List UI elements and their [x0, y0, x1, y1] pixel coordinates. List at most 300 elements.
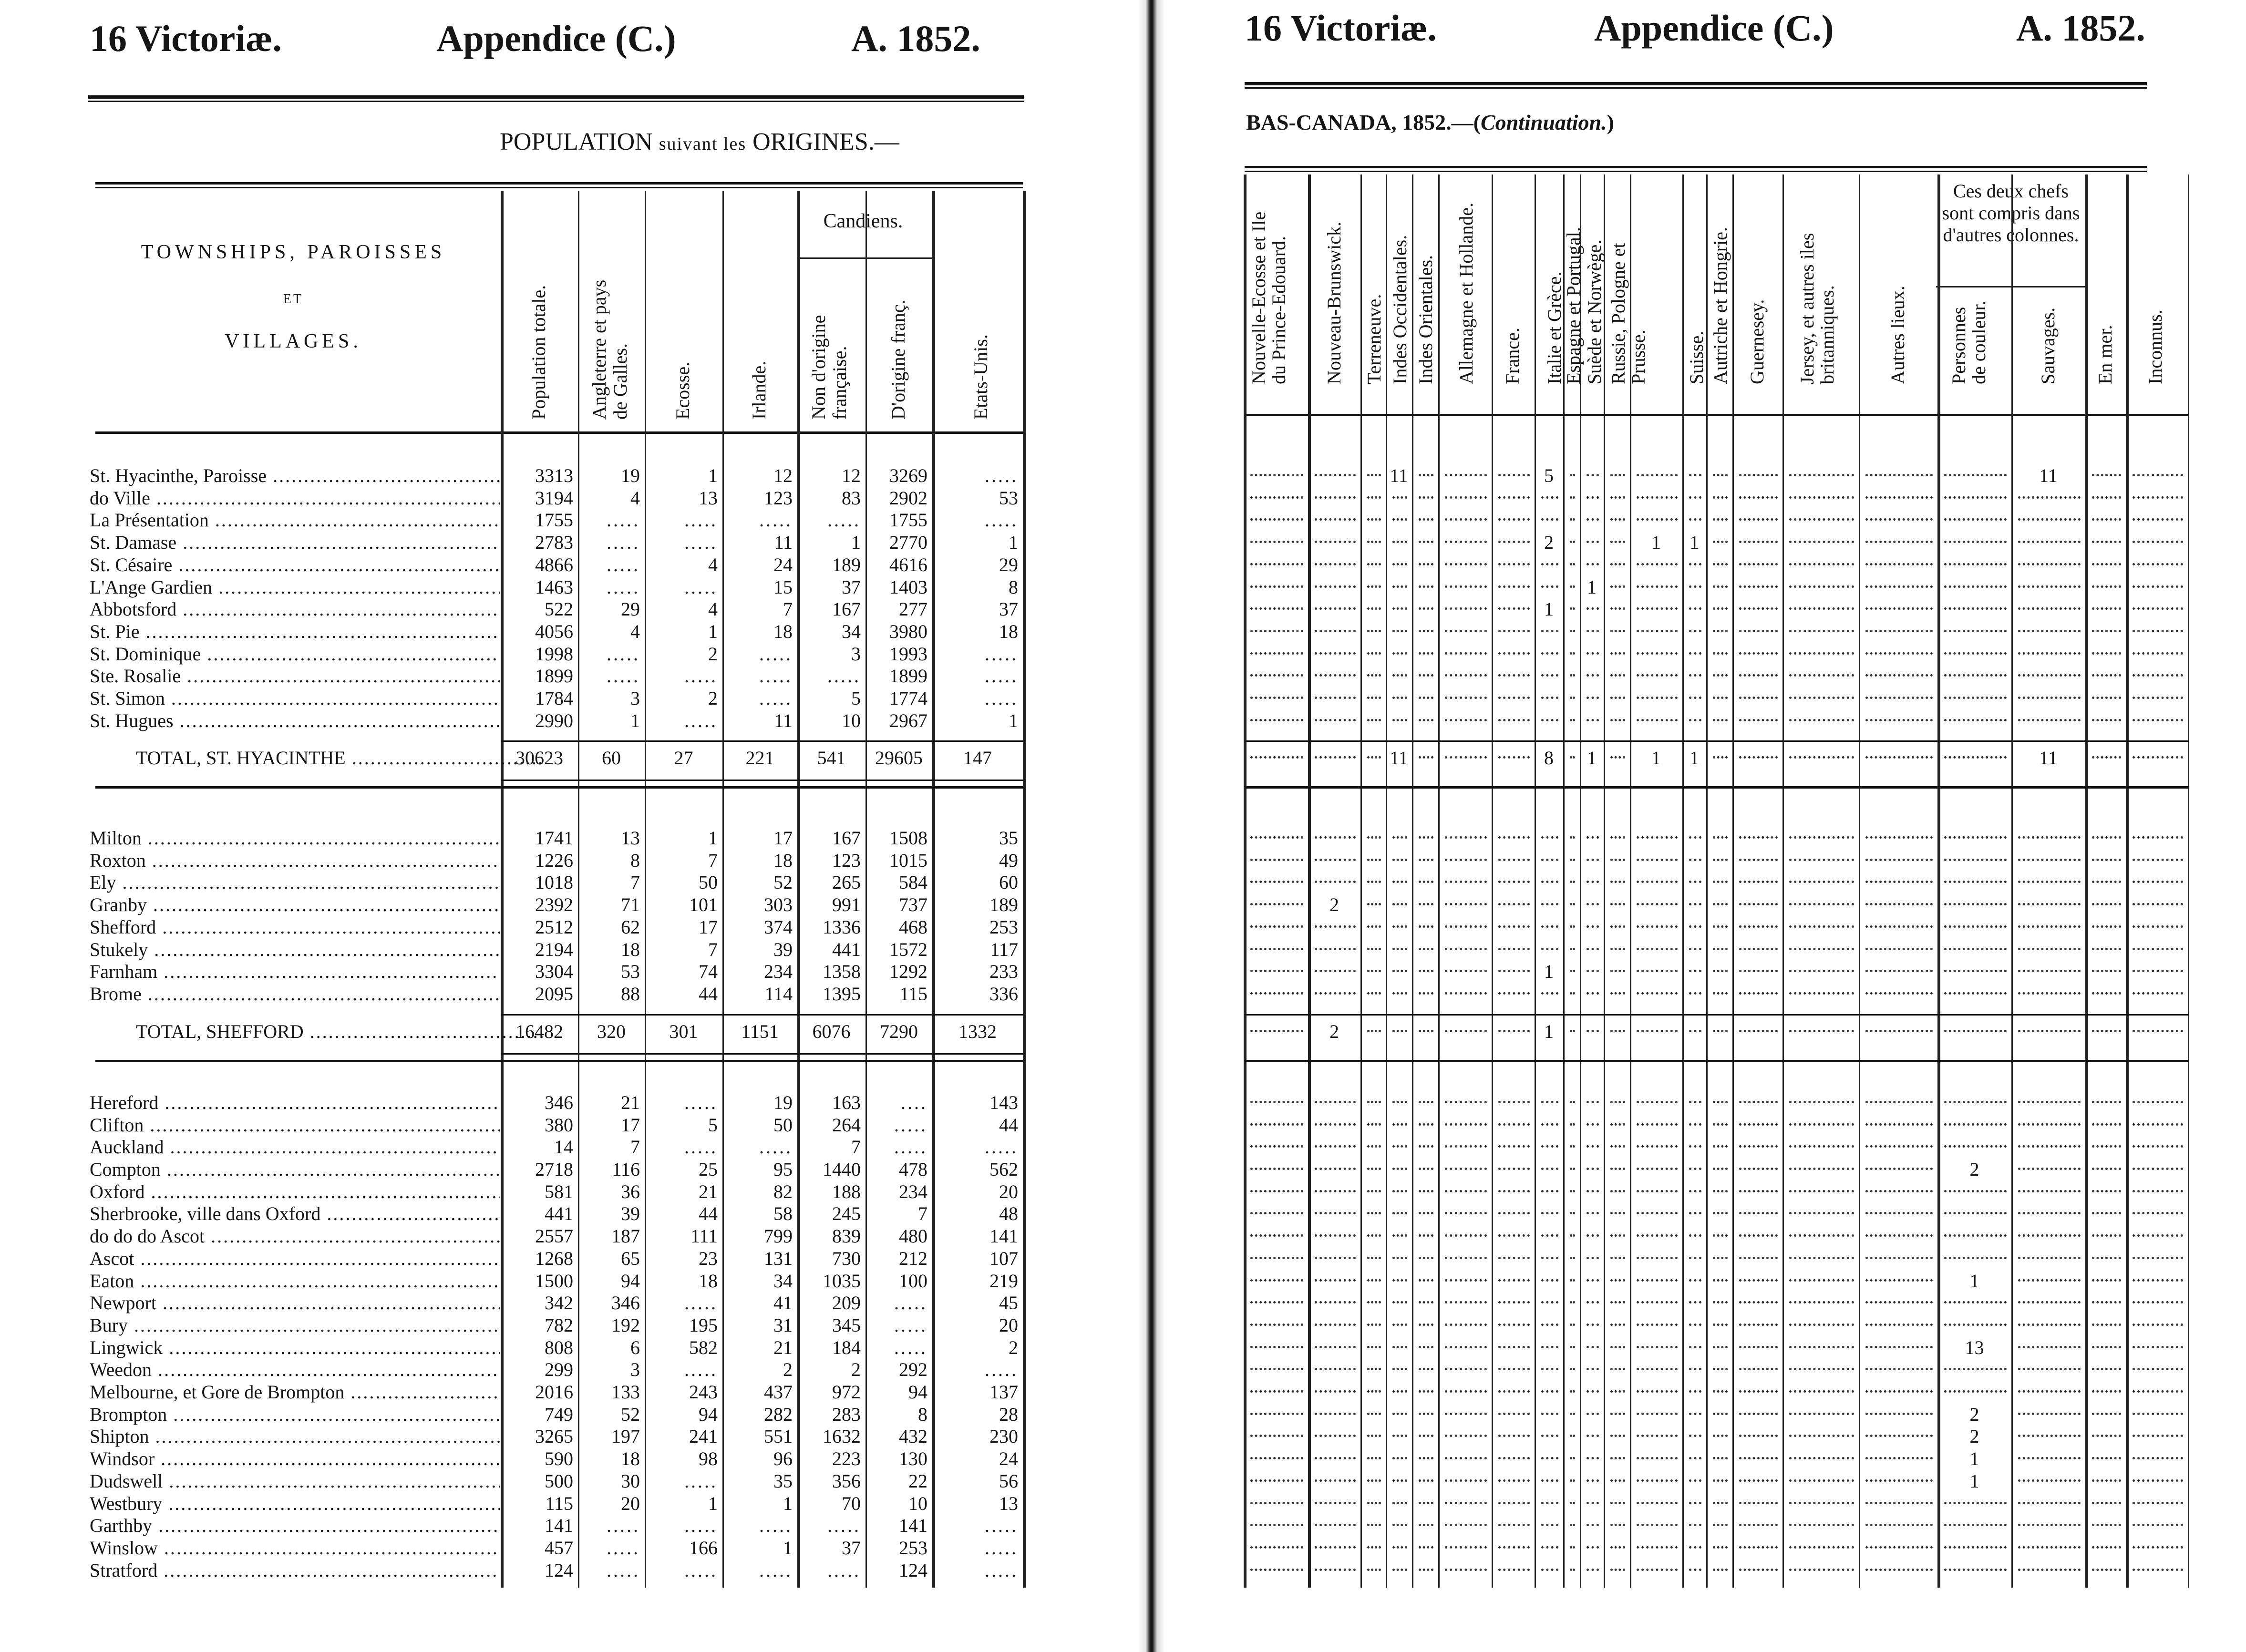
row-cell: 35 — [999, 827, 1018, 849]
dot-leader — [1944, 1522, 2007, 1526]
dot-leader — [1637, 651, 1678, 655]
dot-leader — [1250, 517, 1303, 521]
table-row — [0, 961, 1025, 983]
dot-leader — [1419, 1300, 1433, 1303]
dot-leader — [1315, 495, 1356, 499]
dot-leader — [2018, 628, 2081, 632]
dot-leader — [1570, 879, 1575, 883]
dot-leader — [1610, 539, 1625, 543]
dot-leader — [1637, 517, 1678, 521]
dot-leader — [2018, 1233, 2081, 1237]
table-row — [0, 1359, 1025, 1381]
dot-leader — [1610, 902, 1625, 905]
row-cell: ..... — [985, 465, 1018, 486]
dot-leader — [1315, 1189, 1356, 1192]
dot-leader — [1570, 695, 1575, 699]
row-cell: 115 — [899, 983, 927, 1005]
row-cell: 1 — [1009, 532, 1018, 553]
dot-leader — [1587, 1389, 1599, 1393]
dot-leader — [1367, 1500, 1381, 1504]
right-table-row — [1163, 509, 2246, 531]
dot-leader — [1865, 991, 1933, 995]
dot-leader — [1944, 1545, 2007, 1549]
dot-leader — [1865, 1122, 1933, 1126]
dot-leader — [1610, 562, 1625, 565]
dot-leader — [1739, 1433, 1778, 1437]
right-table-row — [1163, 532, 2246, 554]
dot-leader — [1419, 1500, 1433, 1504]
right-table-row — [1163, 1359, 2246, 1381]
row-name: Stratford ..... — [90, 1560, 500, 1581]
table-row — [0, 1225, 1025, 1247]
row-cell: 10 — [908, 1493, 927, 1514]
dot-leader — [1944, 946, 2007, 950]
dot-leader — [1315, 1411, 1356, 1415]
row-cell: 3313 — [535, 465, 573, 486]
table-row — [0, 1560, 1025, 1581]
dot-leader — [1713, 495, 1728, 499]
dot-leader — [1944, 991, 2007, 995]
row-cell: 123 — [764, 487, 793, 509]
dot-leader — [1367, 1255, 1381, 1259]
dot-leader — [1610, 1300, 1625, 1303]
row-cell: 74 — [699, 961, 718, 982]
row-name: Weedon ..... — [90, 1359, 500, 1381]
dot-leader — [2133, 1028, 2183, 1032]
dot-leader — [1587, 1099, 1599, 1103]
dot-leader — [2092, 1255, 2121, 1259]
row-cell: ..... — [684, 665, 718, 687]
dot-leader — [1392, 1233, 1407, 1237]
row-cell: 70 — [842, 1493, 861, 1514]
dot-leader — [2133, 1099, 2183, 1103]
dot-leader — [1789, 1567, 1854, 1571]
row-cell: 799 — [764, 1225, 793, 1247]
dot-leader — [1865, 857, 1933, 861]
dot-leader — [1419, 718, 1433, 721]
dot-leader — [1367, 1144, 1381, 1148]
dot-leader — [1789, 1366, 1854, 1370]
dot-leader — [1250, 1278, 1303, 1282]
dot-leader — [1739, 673, 1778, 677]
row-cell: 34 — [773, 1270, 793, 1292]
dot-leader — [1739, 1456, 1778, 1459]
dot-leader — [1315, 695, 1356, 699]
total-cell: 221 — [745, 747, 774, 769]
dot-leader — [1610, 1322, 1625, 1326]
row-cell: 374 — [764, 916, 793, 938]
dot-leader — [1637, 1411, 1678, 1415]
dot-leader — [1498, 879, 1530, 883]
dot-leader — [1865, 1322, 1933, 1326]
row-name: Winslow ..... — [90, 1537, 500, 1559]
dot-leader — [2133, 1478, 2183, 1482]
dot-leader — [1865, 718, 1933, 721]
total-cell: 1151 — [741, 1021, 779, 1042]
dot-leader — [1587, 517, 1599, 521]
row-cell: 29 — [999, 554, 1018, 575]
row-cell: 3265 — [535, 1426, 573, 1447]
dot-leader — [1498, 1028, 1530, 1032]
dot-leader — [1250, 584, 1303, 588]
dot-leader — [1689, 1233, 1701, 1237]
dot-leader — [1315, 651, 1356, 655]
dot-leader — [1392, 1433, 1407, 1437]
row-cell: 1463 — [535, 576, 573, 598]
row-cell: 111 — [690, 1225, 718, 1247]
dot-leader — [1367, 1456, 1381, 1459]
row-cell: 44 — [699, 1203, 718, 1224]
right-table-row — [1163, 872, 2246, 893]
dot-leader — [1445, 1233, 1487, 1237]
dot-leader — [1570, 495, 1575, 499]
dot-leader — [1445, 1099, 1487, 1103]
dot-leader — [2018, 857, 2081, 861]
dot-leader — [1250, 1456, 1303, 1459]
right-column-heading-text: britanniques. — [1816, 285, 1838, 384]
row-cell: 50 — [773, 1114, 793, 1136]
dot-leader — [2018, 835, 2081, 839]
dot-leader — [1689, 562, 1701, 565]
dot-leader — [2018, 1433, 2081, 1437]
row-cell: 167 — [832, 827, 861, 849]
dot-leader — [2018, 495, 2081, 499]
dot-leader — [1250, 1189, 1303, 1192]
row-cell: 2 — [1009, 1337, 1018, 1358]
dot-leader — [1637, 562, 1678, 565]
right-cell-value: 2 — [1311, 1021, 1358, 1043]
dot-leader — [1541, 1211, 1558, 1214]
dot-leader — [2092, 991, 2121, 995]
dot-leader — [1250, 902, 1303, 905]
dot-leader — [1392, 857, 1407, 861]
right-column-heading-text: Espagne et Portugal. — [1563, 227, 1584, 384]
dot-leader — [1250, 1300, 1303, 1303]
dot-leader — [1610, 1211, 1625, 1214]
dot-leader — [1713, 1028, 1728, 1032]
right-cell-value: 11 — [1389, 747, 1409, 769]
dot-leader — [1498, 1122, 1530, 1126]
dot-leader — [1541, 695, 1558, 699]
row-cell: 167 — [832, 598, 861, 620]
dot-leader — [1587, 1233, 1599, 1237]
row-cell: 1395 — [823, 983, 861, 1005]
dot-leader — [2018, 1122, 2081, 1126]
dot-leader — [1587, 1344, 1599, 1348]
row-cell: 299 — [545, 1359, 573, 1380]
dot-leader — [2133, 1144, 2183, 1148]
dot-leader — [1637, 1478, 1678, 1482]
row-name: Clifton ..... — [90, 1114, 500, 1136]
table-row — [0, 916, 1025, 938]
dot-leader — [1445, 1456, 1487, 1459]
dot-leader — [1392, 946, 1407, 950]
right-cell-value: 5 — [1537, 465, 1560, 487]
table-row — [0, 487, 1025, 509]
dot-leader — [1713, 835, 1728, 839]
dot-leader — [1250, 1344, 1303, 1348]
dot-leader — [2092, 539, 2121, 543]
dot-leader — [1865, 1144, 1933, 1148]
dot-leader — [1367, 1300, 1381, 1303]
row-cell: 3 — [630, 1359, 640, 1380]
dot-leader — [1250, 495, 1303, 499]
dot-leader — [1570, 1344, 1575, 1348]
dot-leader — [1367, 1344, 1381, 1348]
row-cell: 2095 — [535, 983, 573, 1005]
row-cell: ..... — [985, 1515, 1018, 1536]
right-table-row — [1163, 1270, 2246, 1292]
dot-leader — [2092, 946, 2121, 950]
dot-leader — [1944, 539, 2007, 543]
row-cell: 20 — [621, 1493, 640, 1514]
dot-leader — [1865, 673, 1933, 677]
dot-leader — [1315, 584, 1356, 588]
right-column-heading-text: Guernesey. — [1746, 299, 1768, 384]
row-cell: ..... — [607, 509, 640, 531]
row-cell: 292 — [899, 1359, 927, 1380]
right-column-heading-text: France. — [1502, 328, 1523, 384]
row-cell: 1572 — [889, 939, 927, 960]
dot-leader — [1713, 1211, 1728, 1214]
dot-leader — [1865, 968, 1933, 972]
dot-leader — [2133, 1278, 2183, 1282]
dot-leader — [2092, 651, 2121, 655]
dot-leader — [1315, 1122, 1356, 1126]
dot-leader — [1367, 857, 1381, 861]
dot-leader — [1789, 755, 1854, 759]
row-cell: 34 — [842, 621, 861, 642]
dot-leader — [1689, 495, 1701, 499]
row-cell: 100 — [899, 1270, 927, 1292]
dot-leader — [1739, 946, 1778, 950]
dot-leader — [1250, 606, 1303, 610]
row-cell: ..... — [684, 1560, 718, 1581]
dot-leader — [2018, 584, 2081, 588]
group-note-compris: Ces deux chefs sont compris dans d'autres colonnes. — [1942, 180, 2080, 246]
row-cell: 1015 — [889, 850, 927, 871]
dot-leader — [1541, 1522, 1558, 1526]
row-cell: 437 — [764, 1381, 793, 1403]
row-name: St. Simon ..... — [90, 687, 500, 709]
right-table-row — [1163, 687, 2246, 709]
row-cell: 95 — [773, 1159, 793, 1180]
right-column-heading-text: Prusse. — [1628, 329, 1649, 384]
dot-leader — [1865, 755, 1933, 759]
dot-leader — [1541, 673, 1558, 677]
dot-leader — [1498, 562, 1530, 565]
dot-leader — [1944, 628, 2007, 632]
dot-leader — [2092, 835, 2121, 839]
dot-leader — [1713, 879, 1728, 883]
dot-leader — [1637, 1344, 1678, 1348]
dot-leader — [1689, 1322, 1701, 1326]
dot-leader — [1739, 718, 1778, 721]
dot-leader — [2133, 1344, 2183, 1348]
dot-leader — [1315, 628, 1356, 632]
dot-leader — [1392, 1567, 1407, 1571]
dot-leader — [1445, 1189, 1487, 1192]
dot-leader — [2018, 517, 2081, 521]
dot-leader — [1587, 835, 1599, 839]
row-name: Ste. Rosalie ..... — [90, 665, 500, 687]
dot-leader — [1315, 1233, 1356, 1237]
row-cell: 551 — [764, 1426, 793, 1447]
dot-leader — [1570, 946, 1575, 950]
dot-leader — [1367, 924, 1381, 928]
dot-leader — [1445, 1478, 1487, 1482]
row-cell: ..... — [827, 1560, 861, 1581]
dot-leader — [1315, 1344, 1356, 1348]
dot-leader — [1498, 1144, 1530, 1148]
dot-leader — [1367, 1389, 1381, 1393]
row-cell: 195 — [689, 1314, 718, 1336]
row-cell: 11 — [774, 710, 793, 731]
dot-leader — [1865, 562, 1933, 565]
dot-leader — [1739, 562, 1778, 565]
row-cell: 21 — [621, 1092, 640, 1113]
row-cell: ..... — [759, 687, 793, 709]
dot-leader — [1689, 1166, 1701, 1170]
dot-leader — [1865, 695, 1933, 699]
right-page — [1163, 0, 2246, 1652]
dot-leader — [1250, 695, 1303, 699]
dot-leader — [1367, 606, 1381, 610]
dot-leader — [1570, 472, 1575, 476]
row-cell: 346 — [611, 1292, 640, 1313]
dot-leader — [2133, 562, 2183, 565]
dot-leader — [1610, 1522, 1625, 1526]
total-bottom-rule — [501, 1053, 1023, 1055]
right-subtitle-main: BAS-CANADA, 1852.—( — [1246, 110, 1481, 134]
right-table-row — [1163, 1515, 2246, 1537]
dot-leader — [1587, 1255, 1599, 1259]
row-name: Shefford ..... — [90, 916, 500, 938]
dot-leader — [1789, 628, 1854, 632]
row-cell: 2770 — [889, 532, 927, 553]
subtitle-word-origines: ORIGINES.— — [752, 128, 899, 155]
row-cell: 234 — [764, 961, 793, 982]
dot-leader — [1944, 1389, 2007, 1393]
dot-leader — [1739, 539, 1778, 543]
dot-leader — [1498, 991, 1530, 995]
dot-leader — [1315, 857, 1356, 861]
row-cell: 18 — [773, 850, 793, 871]
dot-leader — [1713, 902, 1728, 905]
dot-leader — [1865, 1522, 1933, 1526]
dot-leader — [1498, 695, 1530, 699]
dot-leader — [2133, 539, 2183, 543]
dot-leader — [1392, 1144, 1407, 1148]
dot-leader — [1944, 755, 2007, 759]
right-subtitle-continuation: Continuation. — [1480, 110, 1607, 134]
row-name: Eaton ..... — [90, 1270, 500, 1292]
left-page: 16 Victoriæ. Appendice (C.) A. 1852. POPULATION suivant les ORIGINES.— TOWNSHIPS, PAROISSES ET VILLAGES. Candiens. Population totale. Angleterre et pays de Galles. Ecosse. Irlande. Non d'origine française. D'origine franç. Etats-Unis. St. Hyacinthe, Paroisse ..... 3313 19 1 12 12 3269 ..... do Ville ..... 3194 4 13 123 83 2902 53 La Présentation ..... 1755 ..... ..... ..... ..... 1755 ..... St. Damase ..... 2783 ..... ..... 11 1 2770 1 St. Césaire ..... 4866 ..... 4 24 189 4616 29 L'Ange Gardien ..... 1463 ..... ..... 15 37 1403 8 Abbotsford ..... 522 29 4 7 167 277 37 St. Pie ..... 4056 4 1 18 34 3980 18 St. Dominique ..... 1998 ..... 2 ..... 3 1993 ..... Ste. Rosalie ..... 1899 ..... ..... ..... ..... 1899 ..... St. Simon ..... 1784 3 2 ..... 5 1774 ..... St. Hugues ..... 2990 1 ..... 11 10 2967 1 TOTAL, ST. HYACINTHE ..... 30623 60 27 221 541 29605 147 Milton ..... 1741 13 1 17 167 1508 35 Roxton ..... 1226 8 7 18 123 1015 49 Ely ..... 1018 7 50 52 265 584 60 Granby ..... 2392 71 101 303 991 737 189 Shefford ..... 2512 62 17 374 1336 468 253 Stukely ..... 2194 18 7 39 441 1572 117 Farnham ..... 3304 53 74 234 1358 1292 233 Brome ..... 2095 88 44 114 1395 115 336 TOTAL, SHEFFORD ..... 16482 320 301 1151 6076 7290 1332 Hereford ..... 346 21 ..... 19 163 .... 143 Clifton ..... 380 17 5 50 264 ..... 44 Auckland ..... 14 7 ..... ..... 7 ..... ..... Compton ..... 2718 116 25 95 1440 478 562 Oxford ..... 581 36 21 82 188 234 20 Sherbrooke, ville dans Oxford ..... 441 39 44 58 245 7 48 do do do Ascot ..... 2557 187 111 799 839 480 141 Ascot ..... 1268 65 23 131 730 212 107 Eaton ..... 1500 94 18 34 1035 100 219 Newport ..... 342 346 ..... 41 209 ..... 45 Bury ..... 782 192 195 31 345 ..... 20 Lingwick ..... 808 6 582 21 184 ..... 2 Weedon ..... 299 3 ..... 2 2 292 ..... Melbourne, et Gore de Brompton ..... 2016 133 243 437 972 94 137 Brompton ..... 749 52 94 282 283 8 28 Shipton ..... 3265 197 241 551 1632 432 230 Windsor ..... 590 18 98 96 223 130 24 Dudswell ..... 500 30 ..... 35 356 22 56 Westbury ..... 115 20 1 1 70 10 13 Garthby ..... 141 ..... ..... ..... ..... 141 ..... Winslow ..... 457 ..... 166 1 37 253 ..... Stratford ..... 124 ..... ..... ..... ..... 124 ..... — [0, 0, 1142, 1652]
dot-leader — [1739, 1028, 1778, 1032]
row-cell: ..... — [607, 665, 640, 687]
dot-leader — [1689, 584, 1701, 588]
dot-leader — [2092, 1366, 2121, 1370]
dot-leader — [1713, 1433, 1728, 1437]
row-cell: 3269 — [889, 465, 927, 486]
dot-leader — [1498, 718, 1530, 721]
right-cell-value: 1 — [1633, 747, 1679, 769]
row-cell: 37 — [999, 598, 1018, 620]
dot-leader — [1865, 1211, 1933, 1214]
table-row — [0, 983, 1025, 1005]
dot-leader — [1637, 946, 1678, 950]
dot-leader — [1315, 1322, 1356, 1326]
dot-leader — [1739, 755, 1778, 759]
right-table-row — [1163, 1314, 2246, 1336]
row-cell: 223 — [832, 1448, 861, 1469]
dot-leader — [1587, 1211, 1599, 1214]
row-cell: 1358 — [823, 961, 861, 982]
dot-leader — [2018, 606, 2081, 610]
right-table-row — [1163, 1092, 2246, 1114]
dot-leader — [1419, 946, 1433, 950]
dot-leader — [1367, 695, 1381, 699]
row-cell: 282 — [764, 1404, 793, 1425]
row-cell: ..... — [684, 1515, 718, 1536]
table-row — [0, 827, 1025, 849]
dot-leader — [1689, 1099, 1701, 1103]
row-cell: 21 — [773, 1337, 793, 1358]
dot-leader — [1944, 1255, 2007, 1259]
dot-leader — [2018, 1500, 2081, 1504]
dot-leader — [2092, 695, 2121, 699]
dot-leader — [1315, 1278, 1356, 1282]
row-cell: ..... — [985, 509, 1018, 531]
dot-leader — [2092, 495, 2121, 499]
dot-leader — [1944, 902, 2007, 905]
row-cell: ..... — [607, 554, 640, 575]
table-row — [0, 1270, 1025, 1292]
row-cell: ..... — [759, 1560, 793, 1581]
dot-leader — [1445, 755, 1487, 759]
table-row — [0, 1092, 1025, 1114]
right-section-separator — [1245, 1060, 2189, 1062]
row-cell: 2718 — [535, 1159, 573, 1180]
dot-leader — [1250, 1567, 1303, 1571]
table-row — [0, 1136, 1025, 1158]
dot-leader — [1392, 718, 1407, 721]
right-cell-value: 1 — [1940, 1470, 2009, 1492]
row-cell: 253 — [899, 1537, 927, 1559]
dot-leader — [1865, 1028, 1933, 1032]
dot-leader — [2018, 673, 2081, 677]
stub-heading-line3: VILLAGES. — [225, 330, 362, 352]
dot-leader — [1587, 472, 1599, 476]
dot-leader — [1570, 1522, 1575, 1526]
dot-leader — [1637, 1122, 1678, 1126]
dot-leader — [1392, 1166, 1407, 1170]
dot-leader — [1587, 695, 1599, 699]
dot-leader — [1570, 562, 1575, 565]
dot-leader — [1498, 968, 1530, 972]
dot-leader — [1392, 517, 1407, 521]
dot-leader — [2133, 1456, 2183, 1459]
row-cell: 4 — [708, 554, 718, 575]
dot-leader — [1419, 539, 1433, 543]
dot-leader — [1498, 1099, 1530, 1103]
row-cell: 94 — [621, 1270, 640, 1292]
row-cell: 166 — [689, 1537, 718, 1559]
row-cell: 241 — [689, 1426, 718, 1447]
dot-leader — [1713, 946, 1728, 950]
right-column-heading-text: du Prince-Edouard. — [1268, 236, 1289, 384]
row-cell: 1741 — [535, 827, 573, 849]
